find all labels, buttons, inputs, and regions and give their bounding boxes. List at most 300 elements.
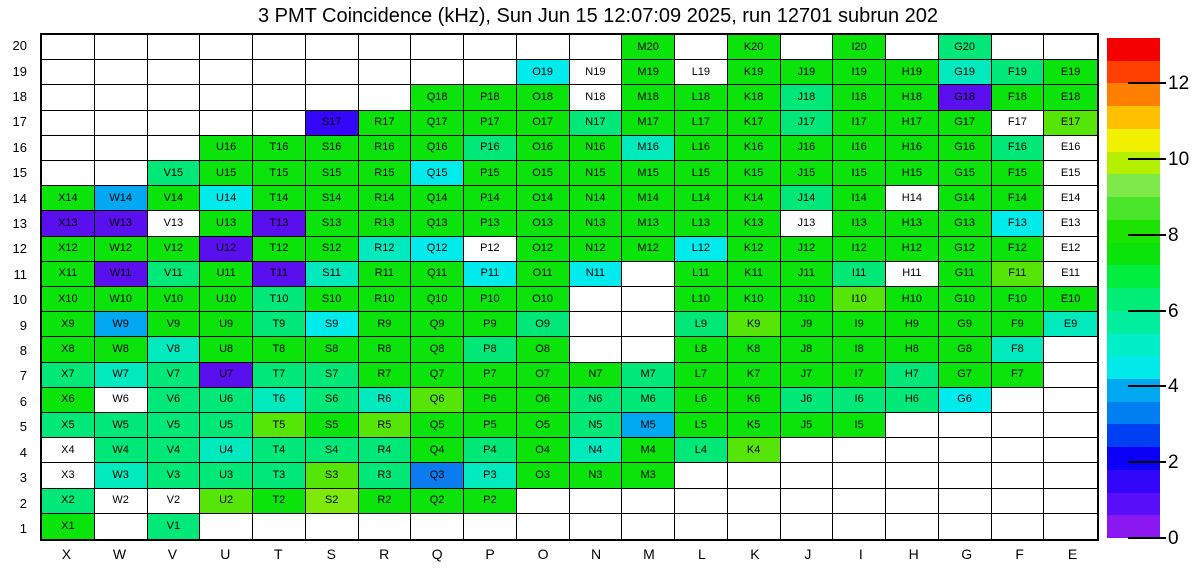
grid-cell: L13	[675, 211, 728, 236]
grid-cell: F11	[992, 262, 1045, 287]
x-axis-label: P	[485, 546, 495, 562]
colorbar-band	[1107, 197, 1160, 220]
y-axis-label: 6	[19, 393, 27, 409]
grid-cell: G7	[939, 363, 992, 388]
grid-cell: M14	[622, 186, 675, 211]
grid-cell: K8	[728, 337, 781, 362]
colorbar-tick	[1128, 234, 1166, 236]
grid-cell: K15	[728, 161, 781, 186]
x-axis-label: V	[167, 546, 178, 562]
grid-cell: X8	[42, 337, 95, 362]
grid-cell: W4	[95, 438, 148, 463]
grid-cell	[95, 161, 148, 186]
grid-cell: M3	[622, 463, 675, 488]
grid-cell	[517, 489, 570, 514]
grid-cell: N3	[570, 463, 623, 488]
grid-cell: N11	[570, 262, 623, 287]
grid-cell: P9	[464, 312, 517, 337]
grid-cell	[992, 489, 1045, 514]
grid-cell	[306, 60, 359, 85]
y-axis-label: 11	[13, 266, 27, 282]
grid-cell: V2	[148, 489, 201, 514]
grid-cell: O12	[517, 237, 570, 262]
grid-cell: R14	[359, 186, 412, 211]
y-axis-label: 8	[19, 343, 27, 359]
x-axis-label: W	[112, 546, 127, 562]
colorbar-band	[1107, 470, 1160, 493]
y-axis-label: 16	[12, 139, 27, 155]
grid-cell	[728, 514, 781, 539]
x-axis-label: E	[1067, 546, 1078, 562]
grid-cell	[95, 514, 148, 539]
x-axis-label: F	[1015, 546, 1024, 562]
grid-cell: V8	[148, 337, 201, 362]
grid-cell: Q3	[411, 463, 464, 488]
grid-cell	[1044, 363, 1097, 388]
grid-cell	[886, 463, 939, 488]
grid-cell: P13	[464, 211, 517, 236]
grid-cell: H13	[886, 211, 939, 236]
grid-cell	[992, 514, 1045, 539]
grid-cell: I11	[833, 262, 886, 287]
grid-cell: L9	[675, 312, 728, 337]
grid-cell	[411, 35, 464, 60]
grid-cell: I15	[833, 161, 886, 186]
grid-cell: X3	[42, 463, 95, 488]
grid-cell	[675, 35, 728, 60]
grid-cell	[622, 489, 675, 514]
grid-cell: T7	[253, 363, 306, 388]
grid-cell	[95, 111, 148, 136]
grid-cell: S13	[306, 211, 359, 236]
grid-cell: R2	[359, 489, 412, 514]
grid-cell	[622, 337, 675, 362]
grid-cell: I8	[833, 337, 886, 362]
grid-cell: V14	[148, 186, 201, 211]
y-axis-label: 14	[12, 190, 27, 206]
grid-cell: W10	[95, 287, 148, 312]
grid-cell	[517, 35, 570, 60]
grid-cell: E16	[1044, 136, 1097, 161]
grid-cell: O10	[517, 287, 570, 312]
y-axis-label: 13	[12, 216, 27, 232]
grid-cell: V6	[148, 388, 201, 413]
grid-cell	[42, 85, 95, 110]
grid-cell: G14	[939, 186, 992, 211]
colorbar-tick	[1128, 461, 1166, 463]
colorbar-band	[1107, 61, 1160, 84]
colorbar-band	[1107, 174, 1160, 197]
grid-cell	[42, 35, 95, 60]
grid-cell: I18	[833, 85, 886, 110]
y-axis-label: 2	[19, 495, 27, 511]
grid-cell	[411, 514, 464, 539]
grid-cell: X12	[42, 237, 95, 262]
grid-cell: E19	[1044, 60, 1097, 85]
grid-cell: J13	[781, 211, 834, 236]
grid-cell: G6	[939, 388, 992, 413]
grid-cell: H7	[886, 363, 939, 388]
grid-cell: U12	[200, 237, 253, 262]
grid-cell	[886, 489, 939, 514]
grid-cell: S3	[306, 463, 359, 488]
x-axis-label: J	[804, 546, 812, 562]
grid-cell	[622, 514, 675, 539]
grid-cell: N15	[570, 161, 623, 186]
grid-cell: L7	[675, 363, 728, 388]
x-axis-label: U	[220, 546, 231, 562]
grid-cell	[728, 463, 781, 488]
grid-cell: T3	[253, 463, 306, 488]
grid-cell: V3	[148, 463, 201, 488]
grid-cell	[200, 85, 253, 110]
colorbar-band	[1107, 493, 1160, 516]
grid-cell: Q2	[411, 489, 464, 514]
grid-cell	[464, 514, 517, 539]
grid-cell: N7	[570, 363, 623, 388]
grid-cell: P16	[464, 136, 517, 161]
grid-cell: J12	[781, 237, 834, 262]
grid-cell: W2	[95, 489, 148, 514]
grid-cell: K4	[728, 438, 781, 463]
grid-cell: I17	[833, 111, 886, 136]
grid-cell: U3	[200, 463, 253, 488]
colorbar-band	[1107, 220, 1160, 243]
grid-cell: K14	[728, 186, 781, 211]
grid-cell: I5	[833, 413, 886, 438]
grid-cell: E14	[1044, 186, 1097, 211]
colorbar-band	[1107, 83, 1160, 106]
grid-cell	[1044, 438, 1097, 463]
grid-cell	[359, 514, 412, 539]
grid-cell: J10	[781, 287, 834, 312]
grid-cell: U8	[200, 337, 253, 362]
grid-cell: G12	[939, 237, 992, 262]
grid-cell: M19	[622, 60, 675, 85]
grid-cell: K19	[728, 60, 781, 85]
grid-cell	[1044, 514, 1097, 539]
grid-cell: N18	[570, 85, 623, 110]
grid-cell: N17	[570, 111, 623, 136]
grid-cell: R9	[359, 312, 412, 337]
grid-cell: N12	[570, 237, 623, 262]
x-axis-label: R	[379, 546, 390, 562]
grid-cell: W14	[95, 186, 148, 211]
grid-cell: L14	[675, 186, 728, 211]
grid-cell: R17	[359, 111, 412, 136]
grid-cell: Q14	[411, 186, 464, 211]
x-axis-label: I	[858, 546, 863, 562]
grid-cell: T13	[253, 211, 306, 236]
colorbar-band	[1107, 243, 1160, 266]
grid-cell	[781, 514, 834, 539]
grid-cell: R15	[359, 161, 412, 186]
grid-cell: M17	[622, 111, 675, 136]
grid-cell	[1044, 413, 1097, 438]
grid-cell	[1044, 337, 1097, 362]
grid-cell: K11	[728, 262, 781, 287]
grid-cell	[1044, 388, 1097, 413]
grid-cell: M5	[622, 413, 675, 438]
grid-cell	[359, 85, 412, 110]
grid-cell: S5	[306, 413, 359, 438]
y-axis-labels	[0, 33, 34, 541]
grid-cell: F17	[992, 111, 1045, 136]
colorbar-band	[1107, 379, 1160, 402]
x-axis-label: K	[750, 546, 760, 562]
grid-cell: L16	[675, 136, 728, 161]
grid-cell	[833, 463, 886, 488]
grid-cell: X5	[42, 413, 95, 438]
grid-cell: S9	[306, 312, 359, 337]
grid-cell: H17	[886, 111, 939, 136]
grid-cell	[148, 60, 201, 85]
colorbar-tick	[1128, 82, 1166, 84]
x-axis-labels	[40, 546, 1099, 562]
grid-cell: E13	[1044, 211, 1097, 236]
grid-cell: L8	[675, 337, 728, 362]
grid-cell	[95, 35, 148, 60]
colorbar-band	[1107, 38, 1160, 61]
grid-cell: R8	[359, 337, 412, 362]
grid-cell: H8	[886, 337, 939, 362]
y-axis-label: 17	[12, 114, 27, 130]
grid-cell: H9	[886, 312, 939, 337]
grid-cell: O4	[517, 438, 570, 463]
grid-cell: O3	[517, 463, 570, 488]
y-axis-label: 10	[12, 292, 27, 308]
colorbar-band	[1107, 152, 1160, 175]
grid-cell: E9	[1044, 312, 1097, 337]
grid-cell: S17	[306, 111, 359, 136]
grid-cell: S2	[306, 489, 359, 514]
grid-cell: U11	[200, 262, 253, 287]
grid-cell	[992, 463, 1045, 488]
grid-cell: X4	[42, 438, 95, 463]
grid-cell: O6	[517, 388, 570, 413]
x-axis-label: S	[326, 546, 336, 562]
grid-cell: T8	[253, 337, 306, 362]
grid-cell: J17	[781, 111, 834, 136]
grid-cell	[570, 514, 623, 539]
grid-cell	[886, 35, 939, 60]
grid-cell: O15	[517, 161, 570, 186]
grid-cell: F12	[992, 237, 1045, 262]
grid-cell: I12	[833, 237, 886, 262]
grid-cell: S8	[306, 337, 359, 362]
grid-cell: S11	[306, 262, 359, 287]
grid-cell: W8	[95, 337, 148, 362]
grid-cell: X6	[42, 388, 95, 413]
grid-cell: O16	[517, 136, 570, 161]
grid-cell: R10	[359, 287, 412, 312]
grid-cell	[939, 413, 992, 438]
grid-cell: L4	[675, 438, 728, 463]
grid-cell: P17	[464, 111, 517, 136]
grid-cell	[359, 60, 412, 85]
grid-cell	[253, 111, 306, 136]
y-axis-label: 9	[19, 317, 27, 333]
grid-cell	[781, 463, 834, 488]
grid-cell: V5	[148, 413, 201, 438]
grid-cell: V10	[148, 287, 201, 312]
grid-cell: Q10	[411, 287, 464, 312]
grid-cell	[1044, 463, 1097, 488]
grid-cell: X7	[42, 363, 95, 388]
grid-cell: O17	[517, 111, 570, 136]
colorbar-band	[1107, 129, 1160, 152]
colorbar-band	[1107, 402, 1160, 425]
grid-cell: E15	[1044, 161, 1097, 186]
grid-cell	[675, 463, 728, 488]
colorbar-band	[1107, 356, 1160, 379]
grid-cell: T9	[253, 312, 306, 337]
x-axis-label: G	[961, 546, 973, 562]
grid-cell: P11	[464, 262, 517, 287]
grid-cell: N13	[570, 211, 623, 236]
grid-cell: J16	[781, 136, 834, 161]
grid-cell: V9	[148, 312, 201, 337]
grid-cell: V12	[148, 237, 201, 262]
colorbar-band	[1107, 334, 1160, 357]
grid-cell: L15	[675, 161, 728, 186]
grid-cell: U10	[200, 287, 253, 312]
grid-cell: F10	[992, 287, 1045, 312]
grid-cell: W11	[95, 262, 148, 287]
grid-cell: S12	[306, 237, 359, 262]
grid-cell: M18	[622, 85, 675, 110]
grid-cell: P5	[464, 413, 517, 438]
grid-cell: N19	[570, 60, 623, 85]
grid-cell	[992, 35, 1045, 60]
grid-cell: K9	[728, 312, 781, 337]
grid-cell	[253, 85, 306, 110]
grid-cell	[939, 514, 992, 539]
grid-cell	[306, 85, 359, 110]
colorbar-tick	[1128, 385, 1166, 387]
grid-cell: H10	[886, 287, 939, 312]
grid-cell: Q16	[411, 136, 464, 161]
grid-cell: J9	[781, 312, 834, 337]
grid-cell: R5	[359, 413, 412, 438]
grid-cell: R4	[359, 438, 412, 463]
grid-cell: F18	[992, 85, 1045, 110]
grid-cell: W3	[95, 463, 148, 488]
grid-cell	[992, 438, 1045, 463]
grid-cell	[781, 35, 834, 60]
x-axis-label: O	[537, 546, 549, 562]
grid-cell: J11	[781, 262, 834, 287]
grid-cell: M4	[622, 438, 675, 463]
grid-cell: R11	[359, 262, 412, 287]
grid-cell	[464, 35, 517, 60]
grid-cell: M12	[622, 237, 675, 262]
grid-cell: J8	[781, 337, 834, 362]
grid-cell: F9	[992, 312, 1045, 337]
grid-cell	[42, 111, 95, 136]
colorbar-band	[1107, 447, 1160, 470]
grid-cell: U2	[200, 489, 253, 514]
grid-cell: V1	[148, 514, 201, 539]
x-axis-label: H	[908, 546, 919, 562]
grid-cell: G10	[939, 287, 992, 312]
grid-cell: U13	[200, 211, 253, 236]
grid-cell: X9	[42, 312, 95, 337]
grid-cell	[95, 136, 148, 161]
grid-cell: P3	[464, 463, 517, 488]
grid-cell	[253, 60, 306, 85]
grid-cell: J15	[781, 161, 834, 186]
grid-cell: O5	[517, 413, 570, 438]
grid-cell: R12	[359, 237, 412, 262]
grid-cell	[570, 312, 623, 337]
grid-cell: H6	[886, 388, 939, 413]
grid-cell: L6	[675, 388, 728, 413]
x-axis-label: N	[590, 546, 602, 562]
grid-cell: S10	[306, 287, 359, 312]
grid-cell	[570, 489, 623, 514]
grid-cell: F19	[992, 60, 1045, 85]
grid-cell: O7	[517, 363, 570, 388]
grid-cell: S7	[306, 363, 359, 388]
x-axis-label: T	[274, 546, 283, 562]
grid-cell: S4	[306, 438, 359, 463]
grid-cell: L17	[675, 111, 728, 136]
grid-cell: O18	[517, 85, 570, 110]
grid-cell	[95, 60, 148, 85]
grid-cell: Q17	[411, 111, 464, 136]
grid-cell: T10	[253, 287, 306, 312]
colorbar-tick	[1128, 537, 1166, 539]
grid-cell: G16	[939, 136, 992, 161]
grid-cell: P14	[464, 186, 517, 211]
grid-cell: T16	[253, 136, 306, 161]
grid-cell: U14	[200, 186, 253, 211]
grid-cell: G9	[939, 312, 992, 337]
colorbar-tick-label: 6	[1168, 300, 1179, 322]
grid-cell: X2	[42, 489, 95, 514]
grid-cell: F14	[992, 186, 1045, 211]
grid-cell: K6	[728, 388, 781, 413]
grid-cell: Q13	[411, 211, 464, 236]
grid-cell: H11	[886, 262, 939, 287]
grid-cell: M16	[622, 136, 675, 161]
grid-cell: H15	[886, 161, 939, 186]
grid-cell: I19	[833, 60, 886, 85]
grid-cell: P7	[464, 363, 517, 388]
colorbar-tick-label: 4	[1168, 376, 1179, 398]
grid-cell: N6	[570, 388, 623, 413]
grid-cell	[781, 489, 834, 514]
grid-cell: W5	[95, 413, 148, 438]
y-axis-label: 18	[12, 89, 27, 105]
x-axis-label: L	[698, 546, 706, 562]
page-title: 3 PMT Coincidence (kHz), Sun Jun 15 12:07:09 2025, run 12701 subrun 202	[257, 5, 939, 27]
grid-cell	[570, 337, 623, 362]
grid-cell	[1044, 489, 1097, 514]
grid-cell: T12	[253, 237, 306, 262]
grid-cell: M15	[622, 161, 675, 186]
grid-cell: G15	[939, 161, 992, 186]
grid-cell: W13	[95, 211, 148, 236]
grid-cell: G8	[939, 337, 992, 362]
grid-cell	[200, 111, 253, 136]
grid-cell	[570, 35, 623, 60]
colorbar-tick-label: 10	[1168, 149, 1190, 171]
grid-cell: V13	[148, 211, 201, 236]
grid-cell	[992, 413, 1045, 438]
grid-cell: J5	[781, 413, 834, 438]
